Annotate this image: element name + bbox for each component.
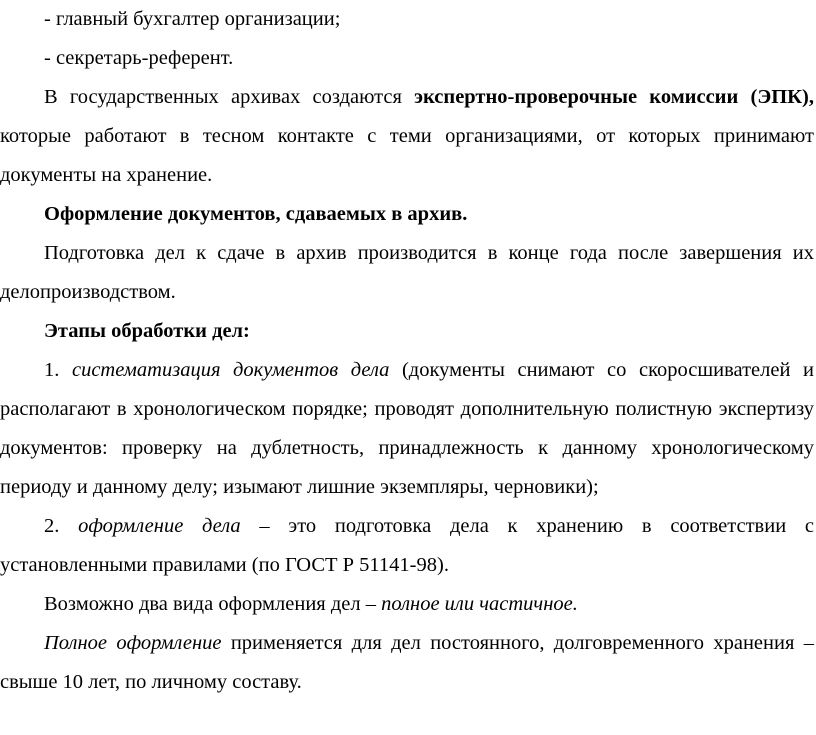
- heading-processing-stages: [0, 312, 816, 351]
- stage-2-item: [0, 507, 816, 585]
- heading-document-preparation-text: Оформление документов, сдаваемых в архив.: [44, 203, 468, 225]
- stage-2-text: – это подготовка дела к хранению в соответствии с установленными правилами (по ГОСТ Р 51141-98).: [0, 515, 815, 576]
- paragraph-full-formatting: [0, 624, 816, 702]
- paragraph-preparation-text: Подготовка дел к сдаче в архив производится в конце года после завершения их делопроизводством.: [0, 242, 814, 303]
- paragraph-formatting-types-prefix: Возможно два вида оформления дел –: [44, 593, 382, 615]
- paragraph-epk-suffix: которые работают в тесном контакте с теми организациями, от которых принимают документы на хранение.: [0, 125, 814, 186]
- paragraph-full-formatting-text: применяется для дел постоянного, долговременного хранения – свыше 10 лет, по личному составу.: [0, 632, 814, 693]
- list-item-text: - секретарь-референт.: [44, 47, 234, 69]
- formatting-types-term: полное или частичное.: [381, 593, 578, 615]
- stage-1-text: (документы снимают со скоросшивателей и располагают в хронологическом порядке; проводят дополнительную полистную экспертизу документов: проверку на дублетность, принадлежность к данному хронологическому периоду и данному делу; изымают лишние экземпляры, черновики);: [0, 359, 814, 498]
- paragraph-preparation: [0, 234, 816, 312]
- heading-processing-stages-text: Этапы обработки дел:: [44, 320, 250, 342]
- stage-1-item: [0, 351, 816, 507]
- list-item-secretary: [0, 39, 816, 78]
- list-item-chief-accountant: [0, 0, 816, 39]
- epk-term: экспертно-проверочные комиссии (ЭПК),: [414, 86, 815, 108]
- paragraph-formatting-types: [0, 585, 816, 624]
- stage-2-number: 2.: [44, 515, 60, 537]
- full-formatting-term: Полное оформление: [44, 632, 222, 654]
- list-item-text: - главный бухгалтер организации;: [44, 8, 341, 30]
- paragraph-epk-prefix: В государственных архивах создаются: [44, 86, 415, 108]
- stage-1-number: 1.: [44, 359, 60, 381]
- heading-document-preparation: [0, 195, 816, 234]
- stage-1-term: систематизация документов дела: [71, 359, 390, 381]
- paragraph-epk: [0, 78, 816, 195]
- stage-2-term: оформление дела: [78, 515, 241, 537]
